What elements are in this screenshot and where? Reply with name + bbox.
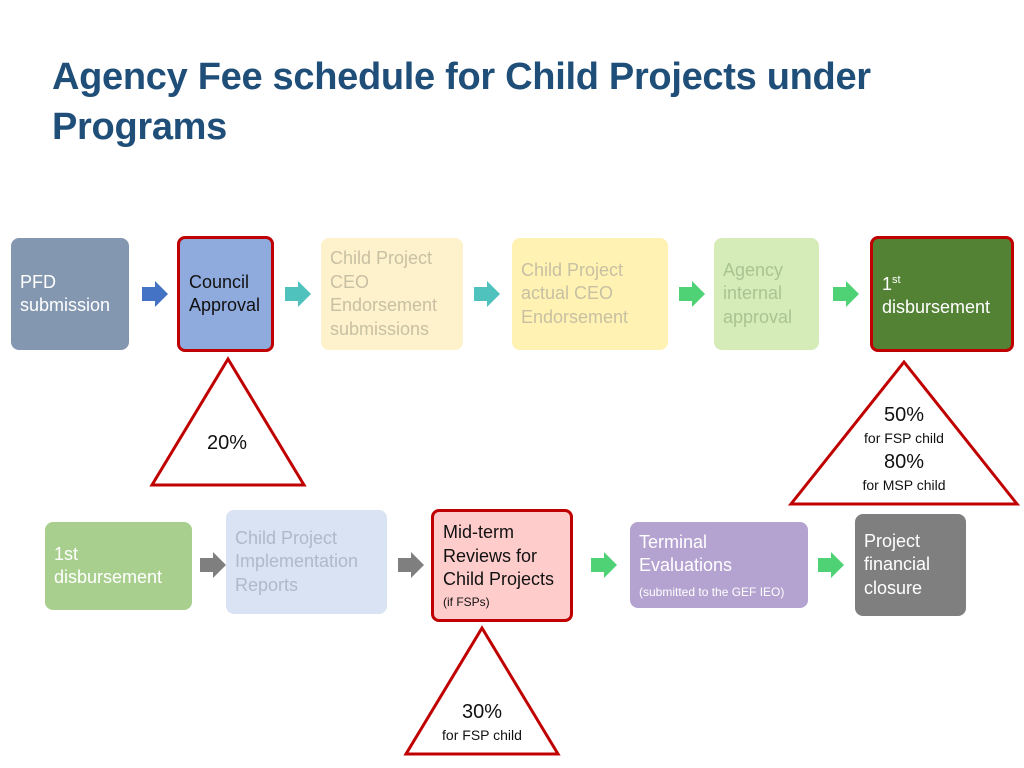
step-line: Child Projects	[443, 569, 555, 590]
step-terminal-evaluations	[630, 522, 808, 608]
arrow-right-icon	[142, 281, 168, 307]
fee-callout-midterm	[422, 700, 542, 747]
fee-percentage: 80%	[883, 451, 925, 473]
step-line: Endorsement	[521, 306, 629, 327]
step-line: Council	[189, 271, 250, 292]
arrow-right-icon	[818, 552, 844, 578]
step-line: financial	[864, 554, 931, 575]
arrow-right-icon	[285, 281, 311, 307]
arrow-right-icon	[398, 552, 424, 578]
arrow-right-icon	[679, 281, 705, 307]
step-line: Implementation	[235, 551, 359, 572]
step-implementation-reports	[226, 510, 387, 614]
step-line: Reviews for	[443, 545, 538, 566]
step-council-approval	[177, 236, 274, 352]
step-ceo-endorsement-submissions	[321, 238, 463, 350]
step-line: internal	[723, 283, 783, 304]
page-title: Agency Fee schedule for Child Projects under Programs	[52, 56, 871, 148]
step-note: (submitted to the GEF IEO)	[639, 584, 785, 599]
step-note: (if FSPs)	[443, 594, 490, 609]
step-line: Child Project	[235, 527, 338, 548]
step-line-ordinal: 1st	[882, 273, 901, 294]
step-first-disbursement	[870, 236, 1014, 352]
step-line: Terminal	[639, 531, 708, 552]
step-line: Evaluations	[639, 555, 733, 575]
fee-percentage: 30%	[461, 701, 503, 723]
fee-callout-triangle	[147, 355, 309, 490]
step-line: Mid-term	[443, 522, 514, 543]
step-agency-internal-approval	[714, 238, 819, 350]
step-line: disbursement	[54, 567, 163, 587]
step-line: submissions	[330, 318, 430, 339]
fee-callout-disbursement	[834, 403, 974, 497]
step-line: Child Project	[330, 248, 433, 268]
fee-condition: for MSP child	[862, 477, 946, 493]
fee-percentage: 50%	[883, 404, 925, 426]
step-line: closure	[864, 577, 923, 598]
step-line: PFD	[20, 271, 56, 292]
arrow-right-icon	[474, 281, 500, 307]
step-line: Project	[864, 530, 921, 551]
step-first-disbursement-2	[45, 522, 192, 610]
step-line: 1st	[54, 543, 79, 564]
fee-callout-council	[177, 431, 277, 455]
step-line: CEO	[330, 271, 370, 292]
step-line: submission	[20, 295, 111, 315]
step-line: Reports	[235, 574, 299, 595]
step-pfd-submission	[11, 238, 129, 350]
fee-condition: for FSP child	[442, 727, 522, 743]
step-line: disbursement	[882, 297, 991, 317]
step-mid-term-reviews	[431, 509, 573, 622]
step-line: actual CEO	[521, 283, 614, 304]
arrow-right-icon	[200, 552, 226, 578]
step-line: Endorsement	[330, 295, 438, 315]
step-actual-ceo-endorsement	[512, 238, 668, 350]
arrow-right-icon	[591, 552, 617, 578]
step-line: Child Project	[521, 259, 624, 280]
fee-percentage: 20%	[206, 432, 248, 454]
fee-condition: for FSP child	[864, 430, 944, 446]
step-project-financial-closure	[855, 514, 966, 616]
step-line: approval	[723, 306, 793, 327]
step-line: Agency	[723, 259, 784, 280]
arrow-right-icon	[833, 281, 859, 307]
step-line: Approval	[189, 295, 261, 315]
